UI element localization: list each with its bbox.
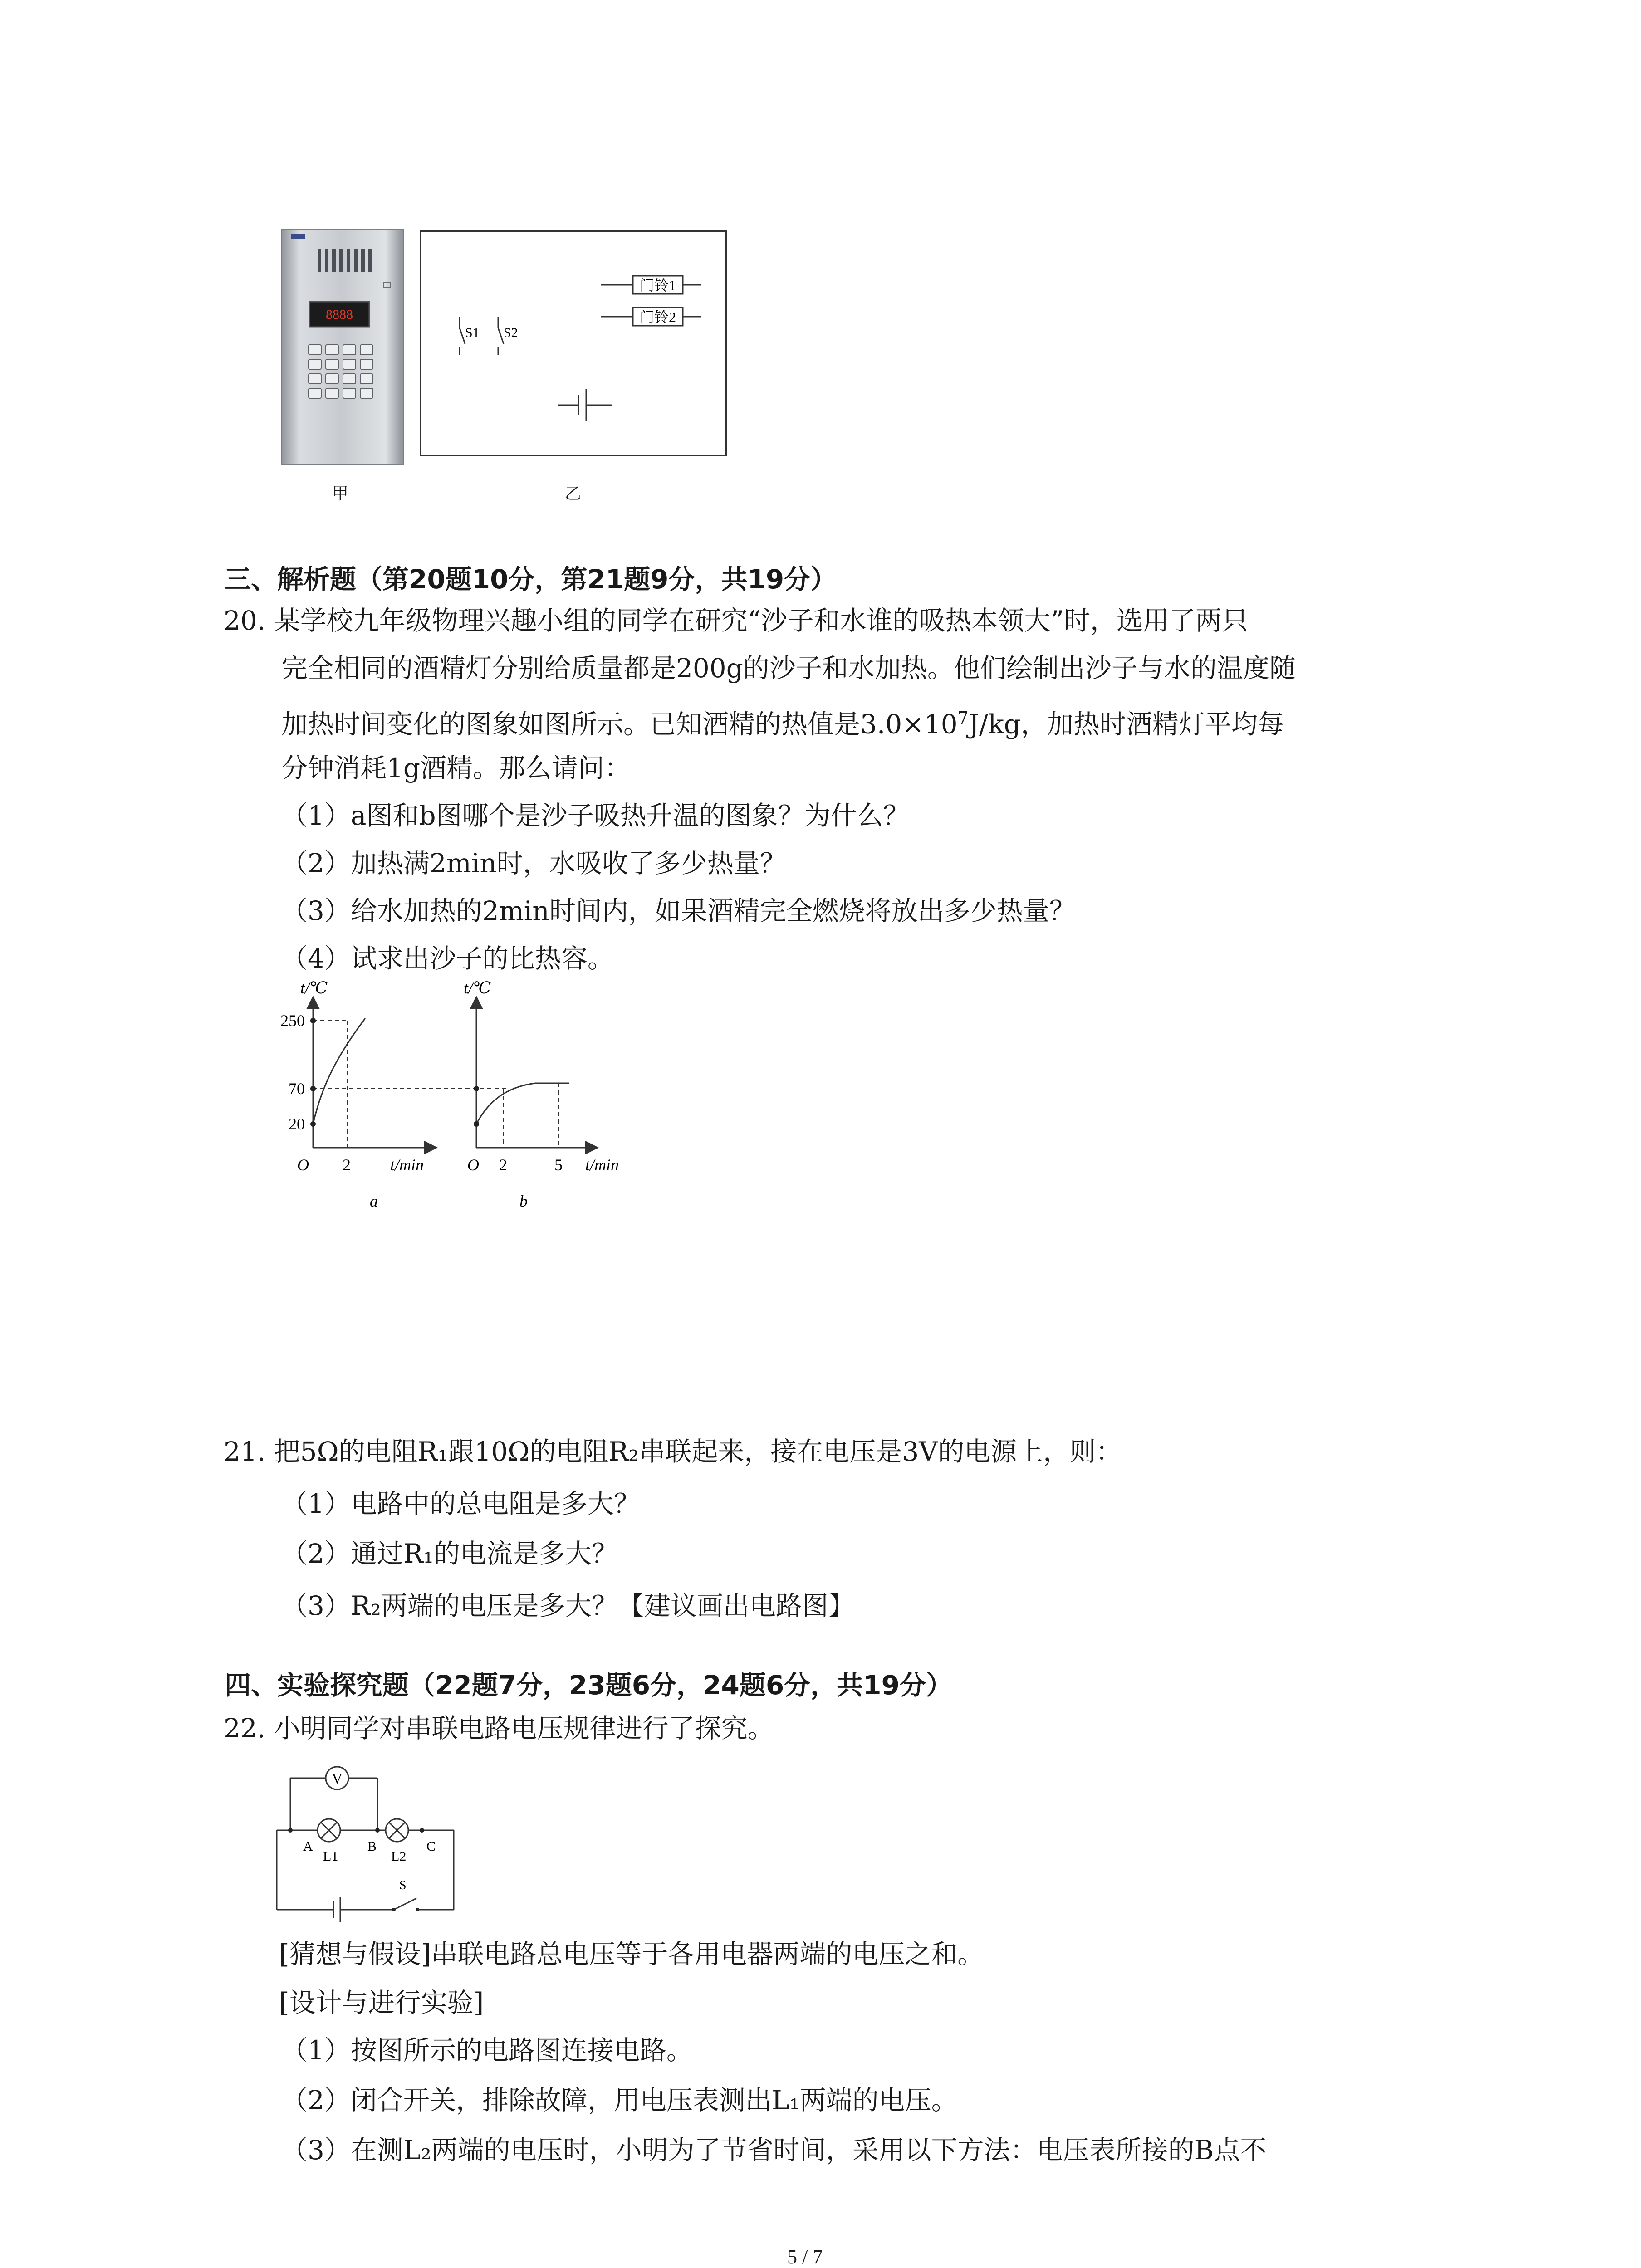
graph-a-ytick-20: 20: [289, 1115, 305, 1133]
graph-a-caption: a: [370, 1192, 378, 1210]
graph-b-ylabel: t/℃: [464, 979, 491, 997]
switch-s-label: S: [399, 1878, 407, 1892]
temperature-graphs: [254, 975, 644, 1211]
lamp-l2-label: L2: [391, 1849, 407, 1864]
switch-s2-label: S2: [504, 325, 518, 340]
graph-b-caption: b: [519, 1192, 528, 1210]
q20-sub4: （4）试求出沙子的比热容。: [281, 943, 614, 974]
graph-b-xlabel: t/min: [585, 1156, 619, 1174]
q20-line3b: J/kg，加热时酒精灯平均每: [968, 709, 1284, 740]
figure-label-yi: 乙: [565, 484, 582, 503]
q21-sub3: （3）R₂两端的电压是多大？【建议画出电路图】: [281, 1590, 855, 1621]
graph-b-xtick-2: 2: [499, 1156, 507, 1174]
q22-step2: （2）闭合开关，排除故障，用电压表测出L₁两端的电压。: [281, 2085, 958, 2116]
q20-line2: 完全相同的酒精灯分别给质量都是200g的沙子和水加热。他们绘制出沙子与水的温度随: [281, 653, 1296, 684]
q20-line3: [281, 700, 1284, 742]
node-c-label: C: [426, 1839, 436, 1854]
q20-sub2: （2）加热满2min时，水吸收了多少热量？: [281, 848, 786, 879]
node-a-label: A: [303, 1839, 313, 1854]
graph-a-origin: O: [297, 1156, 309, 1174]
q22-line1: 22. 小明同学对串联电路电压规律进行了探究。: [224, 1713, 774, 1744]
series-circuit-diagram: [272, 1760, 472, 1923]
graph-b-xtick-5: 5: [554, 1156, 563, 1174]
q21-sub2: （2）通过R₁的电流是多大？: [281, 1538, 618, 1569]
graph-a-ytick-250: 250: [280, 1012, 305, 1030]
q20-sub3: （3）给水加热的2min时间内，如果酒精完全燃烧将放出多少热量？: [281, 895, 1076, 926]
q20-sub1: （1）a图和b图哪个是沙子吸热升温的图象？为什么？: [281, 800, 910, 831]
lamp-l1-label: L1: [323, 1849, 338, 1864]
switch-s1-label: S1: [465, 325, 480, 340]
bell2-label: 门铃2: [639, 309, 676, 325]
q22-step3: （3）在测L₂两端的电压时，小明为了节省时间，采用以下方法：电压表所接的B点不: [281, 2135, 1267, 2165]
intercom-panel-image: [281, 229, 404, 465]
q20-exponent: 7: [957, 708, 969, 728]
q20-line1: 20. 某学校九年级物理兴趣小组的同学在研究“沙子和水谁的吸热本领大”时，选用了两只: [224, 605, 1248, 636]
q20-line3a: 加热时间变化的图象如图所示。已知酒精的热值是3.0×10: [281, 709, 958, 740]
bell1-label: 门铃1: [639, 277, 676, 293]
graph-b-origin: O: [467, 1156, 479, 1174]
q22-step1: （1）按图所示的电路图连接电路。: [281, 2035, 693, 2066]
q21-sub1: （1）电路中的总电阻是多大？: [281, 1488, 640, 1519]
figure-label-jia: 甲: [332, 484, 349, 503]
graph-a-xlabel: t/min: [390, 1156, 424, 1174]
node-b-label: B: [367, 1839, 377, 1854]
graph-a-xtick-2: 2: [343, 1156, 351, 1174]
q20-line4: 分钟消耗1g酒精。那么请问：: [281, 753, 631, 783]
section3-heading: 三、解析题（第20题10分，第21题9分，共19分）: [225, 564, 837, 595]
voltmeter-label: V: [332, 1770, 343, 1787]
graph-a-ylabel: t/℃: [300, 979, 328, 997]
graph-a-ytick-70: 70: [289, 1080, 305, 1098]
q22-design: [设计与进行实验]: [279, 1987, 484, 2018]
display-digits: 8888: [326, 307, 353, 322]
bell-circuit-diagram: [420, 230, 728, 457]
page-number: 5 / 7: [787, 2246, 823, 2268]
section4-heading: 四、实验探究题（22题7分，23题6分，24题6分，共19分）: [225, 1670, 952, 1701]
q21-line1: 21. 把5Ω的电阻R₁跟10Ω的电阻R₂串联起来，接在电压是3V的电源上，则：: [224, 1436, 1122, 1467]
q22-guess: [猜想与假设]串联电路总电压等于各用电器两端的电压之和。: [279, 1939, 984, 1970]
